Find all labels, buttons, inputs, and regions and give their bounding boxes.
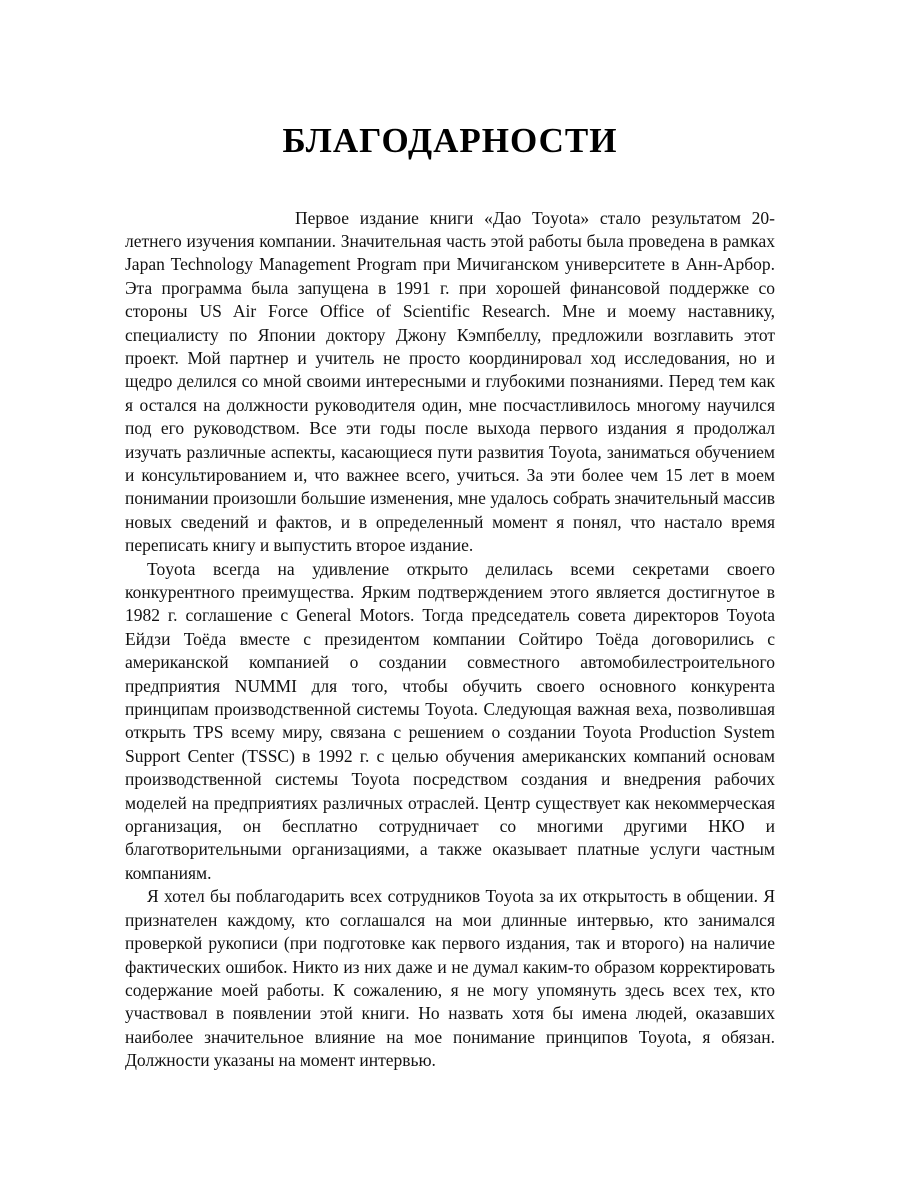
paragraph-thanks: Я хотел бы поблагодарить всех сотрудников Toyota за их открытость в общении. Я признателен каждому, кто соглашался на мои длинные интервью, кто занимался проверкой рукописи (при подготовке как первого издания, так и второго) на наличие фактических ошибок. Никто из них даже и не думал каким-то образом корректировать содержание моей работы. К сожалению, я не могу упомянуть здесь всех тех, кто участвовал в появлении этой книги. Но назвать хотя бы имена людей, оказавших наиболее значительное влияние на мое понимание принципов Toyota, я обязан. Должности указаны на момент интервью. bbox=[125, 886, 775, 1071]
page-title: БЛАГОДАРНОСТИ bbox=[282, 121, 618, 160]
body-text bbox=[125, 207, 775, 1073]
paragraph-intro: Первое издание книги «Дао Toyota» стало результатом 20-летнего изучения компании. Значительная часть этой работы была проведена в рамках Japan Technology Management Program при Мичиганском университете в Анн-Арбор. Эта программа была запущена в 1991 г. при хорошей финансовой поддержке со стороны US Air Force Office of Scientific Research. Мне и моему наставнику, специалисту по Японии доктору Джону Кэмпбеллу, предложили возглавить этот проект. Мой партнер и учитель не просто координировал ход исследования, но и щедро делился со мной своими интересными и глубокими познаниями. Перед тем как я остался на должности руководителя один, мне посчастливилось многому научился под его руководством. Все эти годы после выхода первого издания я продолжал изучать различные аспекты, касающиеся пути развития Toyota, заниматься обучением и консультированием и, что важнее всего, учиться. За эти более чем 15 лет в моем понимании произошли большие изменения, мне удалось собрать значительный массив новых сведений и фактов, и в определенный момент я понял, что настало время переписать книгу и выпустить второе издание. bbox=[125, 207, 775, 556]
paragraph-toyota-openness: Toyota всегда на удивление открыто делилась всеми секретами своего конкурентного преимущества. Ярким подтверждением этого является достигнутое в 1982 г. соглашение с General Motors. Тогда председатель совета директоров Toyota Ейдзи Тоёда вместе с президентом компании Сойтиро Тоёда договорились с американской компанией о создании совместного автомобилестроительного предприятия NUMMI для того, чтобы обучить своего основного конкурента принципам производственной системы Toyota. Следующая важная веха, позволившая открыть TPS всему миру, связана с решением о создании Toyota Production System Support Center (TSSC) в 1992 г. с целью обучения американских компаний основам производственной системы Toyota посредством создания и внедрения рабочих моделей на предприятиях различных отраслей. Центр существует как некоммерческая организация, он бесплатно сотрудничает со многими другими НКО и благотворительными организациями, а также оказывает платные услуги частным компаниям. bbox=[125, 558, 775, 883]
